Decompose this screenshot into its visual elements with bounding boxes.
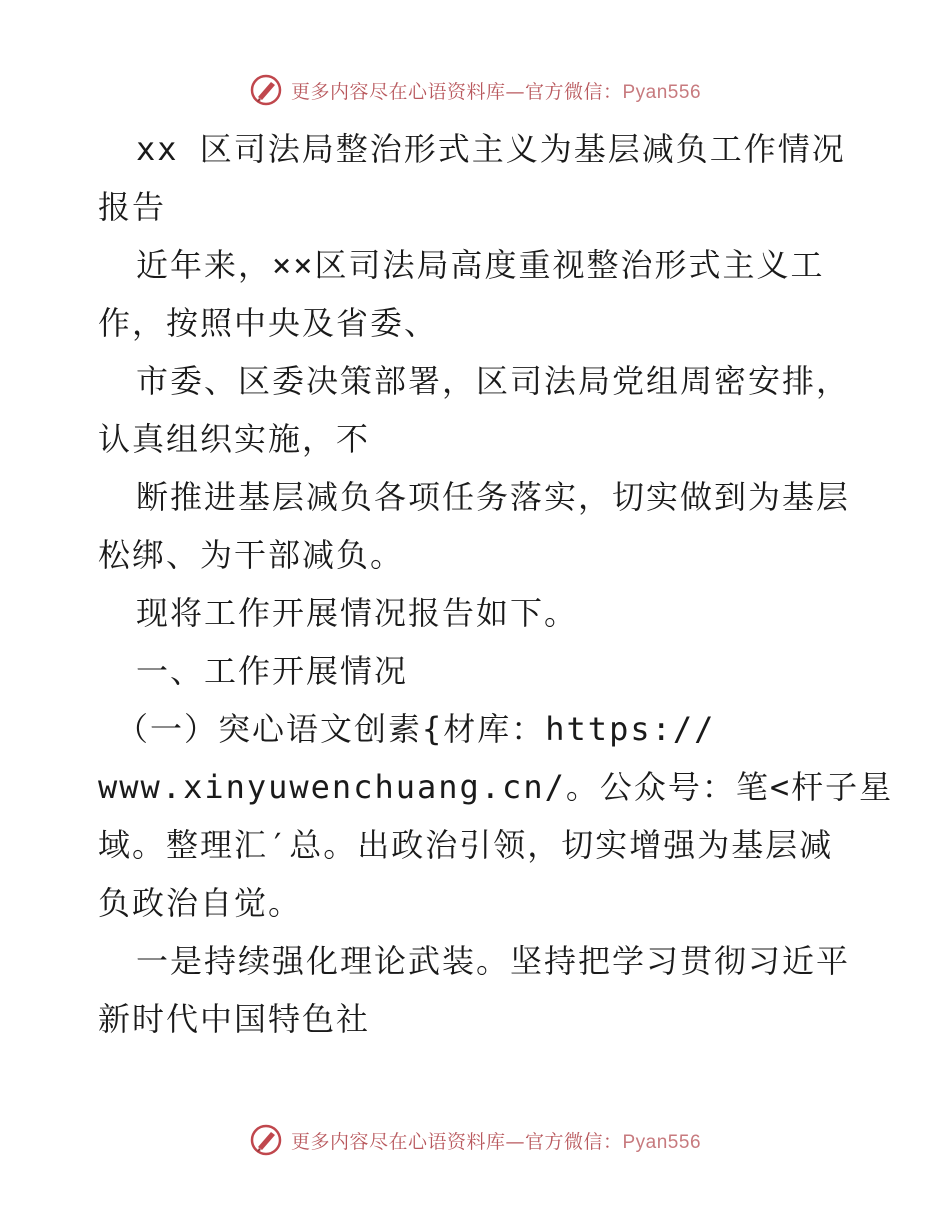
- footer-watermark-banner: [0, 1120, 950, 1160]
- paragraph-line: 域。整理汇′总。出政治引领，切实增强为基层减: [98, 826, 834, 864]
- brand-logo-icon: [249, 1123, 283, 1157]
- section-heading: 一、工作开展情况: [136, 652, 409, 690]
- paragraph-line: 认真组织实施，不: [98, 420, 371, 458]
- paragraph-line: 现将工作开展情况报告如下。: [136, 594, 579, 632]
- paragraph-line: 一是持续强化理论武装。坚持把学习贯彻习近平: [136, 942, 851, 980]
- paragraph-line: 市委、区委决策部署，区司法局党组周密安排，: [136, 362, 851, 400]
- doc-title-line-2: 报告: [98, 188, 167, 226]
- brand-logo-icon: [249, 73, 283, 107]
- paragraph-line: www.xinyuwenchuang.cn/。公众号：笔<杆子星: [98, 768, 894, 806]
- paragraph-line: 作，按照中央及省委、: [98, 304, 439, 342]
- document-body: [98, 120, 894, 1048]
- paragraph-line: 新时代中国特色社: [98, 1000, 371, 1038]
- paragraph-line: 负政治自觉。: [98, 884, 303, 922]
- wechat-id: Pyan556: [622, 1131, 702, 1153]
- watermark-text: 更多内容尽在心语资料库—官方微信：Pyan556: [290, 80, 702, 103]
- paragraph-line: 松绑、为干部减负。: [98, 536, 405, 574]
- watermark-text: 更多内容尽在心语资料库—官方微信：Pyan556: [290, 1130, 702, 1153]
- wechat-id: Pyan556: [622, 81, 702, 103]
- header-watermark-banner: [0, 70, 950, 110]
- subsection-heading: （一）突心语文创素{材库：https://: [116, 710, 716, 748]
- paragraph-line: 断推进基层减负各项任务落实，切实做到为基层: [136, 478, 851, 516]
- doc-title-line-1: xx 区司法局整治形式主义为基层减负工作情况: [136, 130, 846, 168]
- paragraph-line: 近年来，××区司法局高度重视整治形式主义工: [136, 246, 825, 284]
